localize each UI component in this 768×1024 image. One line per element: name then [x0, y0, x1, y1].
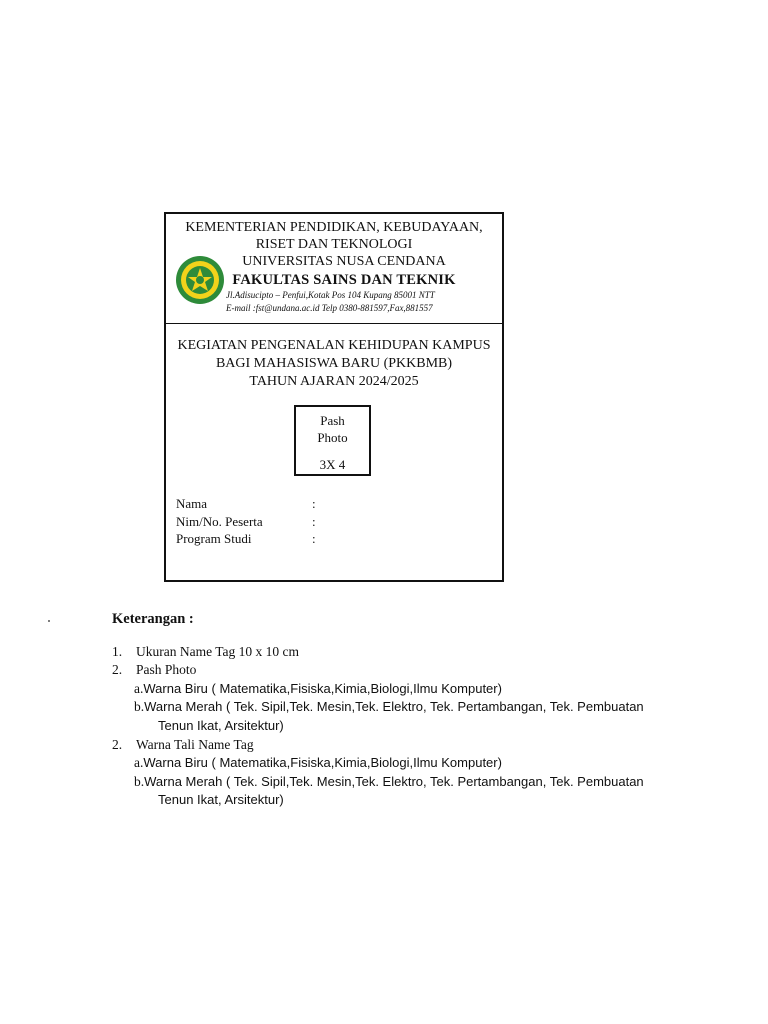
scan-speck	[48, 620, 50, 622]
photo-placeholder	[294, 405, 371, 476]
contact-line: E-mail :fst@undana.ac.id Telp 0380-881597,Fax,881557	[226, 303, 433, 313]
field-program-studi	[176, 531, 316, 547]
item-number: 2.	[112, 736, 123, 752]
field-colon: :	[312, 514, 316, 529]
photo-label-line-2: Photo	[317, 430, 348, 445]
sub-item	[112, 680, 732, 699]
sub-item-letter: b.	[134, 699, 145, 715]
sub-item-text: Warna Biru ( Matematika,Fisiska,Kimia,Biologi,Ilmu Komputer)	[143, 755, 502, 771]
item-text: Ukuran Name Tag 10 x 10 cm	[136, 643, 300, 659]
letterhead	[166, 214, 502, 324]
field-label: Nama	[176, 496, 208, 511]
ministry-line-1: KEMENTERIAN PENDIDIKAN, KEBUDAYAAN,	[185, 220, 483, 235]
field-colon: :	[312, 496, 316, 511]
photo-label-line-1: Pash	[320, 413, 345, 428]
event-title-line-1: KEGIATAN PENGENALAN KEHIDUPAN KAMPUS	[177, 338, 491, 353]
field-colon: :	[312, 531, 316, 546]
sub-item-letter: a.	[134, 680, 144, 696]
item-number: 2.	[112, 662, 123, 678]
academic-year: TAHUN AJARAN 2024/2025	[249, 374, 419, 389]
field-nim	[176, 514, 316, 530]
notes-title: Keterangan :	[112, 611, 194, 627]
address-line: Jl.Adisucipto – Penfui,Kotak Pos 104 Kupang 85001 NTT	[226, 290, 435, 300]
sub-item-letter: a.	[134, 755, 144, 771]
sub-item-continuation: Tenun Ikat, Arsitektur)	[158, 717, 284, 733]
notes-section	[112, 610, 732, 810]
event-title-line-2: BAGI MAHASISWA BARU (PKKBMB)	[215, 356, 453, 371]
sub-item-letter: b.	[134, 773, 145, 789]
list-item	[112, 661, 732, 680]
photo-size: 3X 4	[319, 457, 346, 472]
sub-item	[112, 754, 732, 773]
list-item	[112, 736, 732, 755]
faculty-name: FAKULTAS SAINS DAN TEKNIK	[232, 272, 456, 288]
sub-item-text: Warna Biru ( Matematika,Fisiska,Kimia,Biologi,Ilmu Komputer)	[143, 680, 502, 696]
field-label: Nim/No. Peserta	[176, 514, 263, 529]
name-tag-template	[164, 212, 504, 582]
sub-item	[112, 773, 732, 792]
university-name: UNIVERSITAS NUSA CENDANA	[242, 254, 446, 269]
field-label: Program Studi	[176, 531, 252, 546]
ministry-line-2: RISET DAN TEKNOLOGI	[255, 237, 413, 252]
list-item	[112, 643, 732, 662]
item-number: 1.	[112, 643, 123, 659]
sub-item-text: Warna Merah ( Tek. Sipil,Tek. Mesin,Tek. Elektro, Tek. Pertambangan, Tek. Pembuatan	[144, 773, 644, 789]
sub-item	[112, 698, 732, 717]
header-divider	[166, 323, 502, 324]
item-text: Warna Tali Name Tag	[136, 736, 254, 752]
sub-item-text: Warna Merah ( Tek. Sipil,Tek. Mesin,Tek. Elektro, Tek. Pertambangan, Tek. Pembuatan	[144, 699, 644, 715]
sub-item-continuation: Tenun Ikat, Arsitektur)	[158, 792, 284, 808]
field-nama	[176, 496, 316, 512]
item-text: Pash Photo	[136, 662, 197, 678]
